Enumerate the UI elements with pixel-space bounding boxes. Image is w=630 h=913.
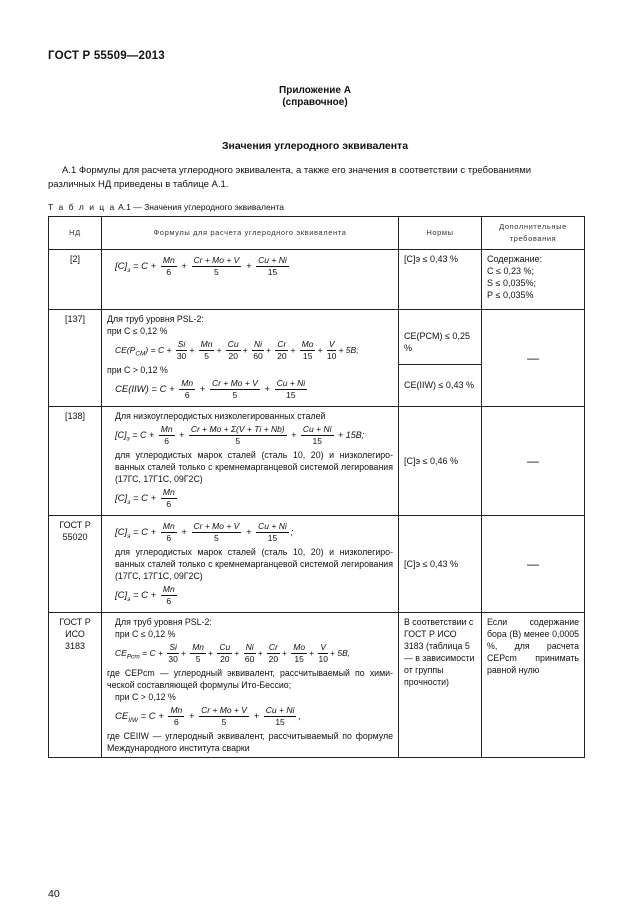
extra-cell: Содержание: С ≤ 0,23 %; S ≤ 0,035%; Р ≤ 0,035%	[482, 250, 585, 310]
nd-cell: ГОСТ Р ИСО 3183	[49, 613, 102, 758]
formula-condition: при C > 0,12 %	[115, 692, 176, 702]
formula-ce-short: $[C]_э = C$ + $\frac{Mn}{6}$	[115, 584, 175, 606]
norm-cell	[399, 310, 482, 407]
formula-cell	[102, 613, 399, 758]
table-header-row	[49, 217, 585, 250]
formula-condition: при C ≤ 0,12 %	[115, 629, 176, 639]
formula-condition: при C > 0,12 %	[107, 365, 168, 375]
extra-cell: —	[482, 516, 585, 613]
formula-ce-138: $[C]_э = C$ + $\frac{Mn}{6}$ + $\frac{Cr + Mo + \Sigma(V + Ti + Nb)}{5}$ + $\frac{Cu + Ni}{15}$ + 15B;	[115, 424, 365, 446]
document-header: ГОСТ Р 55509—2013	[48, 50, 165, 62]
table-caption-text: А.1 — Значения углеродного эквивалента	[118, 202, 284, 212]
formula-intro: Для труб уровня PSL-2:	[115, 617, 212, 627]
formula-note: где CEPcm — углеродный эквивалент, рассчитываемый по химической составляющей формулы Ито-Бессио;	[107, 668, 393, 690]
nd-cell: [138]	[49, 407, 102, 516]
table-caption	[48, 202, 284, 212]
formula-ce-55020: $[C]_э = C$ + $\frac{Mn}{6}$ + $\frac{Cr + Mo + V}{5}$ + $\frac{Cu + Ni}{15}$ ;	[115, 521, 294, 543]
norm-pcm: CE(PCM) ≤ 0,25 %	[399, 310, 481, 365]
col-header-nd: НД	[49, 217, 102, 250]
annex-title: Приложение А	[279, 85, 351, 96]
intro-paragraph: А.1 Формулы для расчета углеродного эквивалента, а также его значения в соответствии с требованиями различных НД приведены в таблице А.1.	[48, 165, 532, 190]
extra-cell: —	[482, 407, 585, 516]
formula-cell	[102, 310, 399, 407]
table-row	[49, 613, 585, 758]
nd-cell: [2]	[49, 250, 102, 310]
formula-ce-short: $[C]_э = C$ + $\frac{Mn}{6}$	[115, 487, 175, 509]
table-row	[49, 516, 585, 613]
section-title: Значения углеродного эквивалента	[221, 140, 409, 152]
norm-cell: [С]э ≤ 0,43 %	[399, 516, 482, 613]
norm-iiw: CE(IIW) ≤ 0,43 %	[404, 380, 474, 390]
page-number: 40	[48, 888, 60, 900]
col-header-extra: Дополнительные требования	[482, 217, 585, 250]
nd-cell: [137]	[49, 310, 102, 407]
formula-cell	[102, 516, 399, 613]
table-row	[49, 310, 585, 407]
formula-ce-2: $[C]_э = C$ + $\frac{Mn}{6}$ + $\frac{Cr + Mo + V}{5}$ + $\frac{Cu + Ni}{15}$	[115, 255, 287, 277]
formula-intro: Для низкоуглеродистых низколегированных сталей	[115, 411, 326, 421]
formula-cell	[102, 407, 399, 516]
norm-cell: В соответствии с ГОСТ Р ИСО 3183 (таблица 5 — в зависимости от группы прочности)	[399, 613, 482, 758]
table-caption-prefix: Т а б л и ц а	[48, 202, 116, 212]
formula-note: где CEIIW — углеродный эквивалент, рассчитываемый по формуле Международного института сварки	[107, 731, 393, 753]
formula-ce-iiw: $CE_{IIW} = C$ + $\frac{Mn}{6}$ + $\frac{Cr + Mo + V}{5}$ + $\frac{Cu + Ni}{15}$ ,	[115, 705, 301, 727]
annex-subtitle: (справочное)	[282, 97, 348, 108]
formula-iiw: CE(IIW) = C + $\frac{Mn}{6}$ + $\frac{Cr + Mo + V}{5}$ + $\frac{Cu + Ni}{15}$	[115, 378, 306, 400]
extra-cell: —	[482, 310, 585, 407]
table-row	[49, 407, 585, 516]
nd-cell: ГОСТ Р 55020	[49, 516, 102, 613]
formula-intro: Для труб уровня PSL-2:	[107, 314, 204, 324]
col-header-formulas: Формулы для расчета углеродного эквивалента	[102, 217, 399, 250]
formula-condition: при C ≤ 0,12 %	[107, 326, 168, 336]
carbon-equivalent-table	[48, 216, 585, 758]
norm-cell: [С]э ≤ 0,43 %	[399, 250, 482, 310]
formula-note: для углеродистых марок сталей (сталь 10, 20) и низколегированных сталей только с кремнемарганцевой системой легирования (17ГС, 17Г1С, 09Г2С)	[115, 450, 393, 484]
formula-ce-pcm: $CE_{Pcm} = C$ + $\frac{Si}{30}$ + $\frac{Mn}{5}$ + $\frac{Cu}{20}$ + $\frac{Ni}{60}$ + $\frac{Cr}{20}$ + $\frac{Mo}{15}$ + $\frac{V}{10}$ + 5B,	[115, 642, 351, 664]
formula-cell	[102, 250, 399, 310]
formula-note: для углеродистых марок сталей (сталь 10, 20) и низколегированных сталей только с кремнемарганцевой системой легирования (17ГС, 17Г1С, 09Г2С)	[115, 547, 393, 581]
col-header-norms: Нормы	[399, 217, 482, 250]
formula-pcm: $CE(P_{CM}) = C$ + $\frac{Si}{30}$ + $\frac{Mn}{5}$ + $\frac{Cu}{20}$ + $\frac{Ni}{60}$ + $\frac{Cr}{20}$ + $\frac{Mo}{15}$ + $\frac{V}{10}$ + 5B;	[115, 339, 359, 361]
table-row	[49, 250, 585, 310]
extra-cell: Если содержание бора (В) менее 0,0005 %, для расчета CEPcm принимать равной нулю	[482, 613, 585, 758]
norm-cell: [С]э ≤ 0,46 %	[399, 407, 482, 516]
